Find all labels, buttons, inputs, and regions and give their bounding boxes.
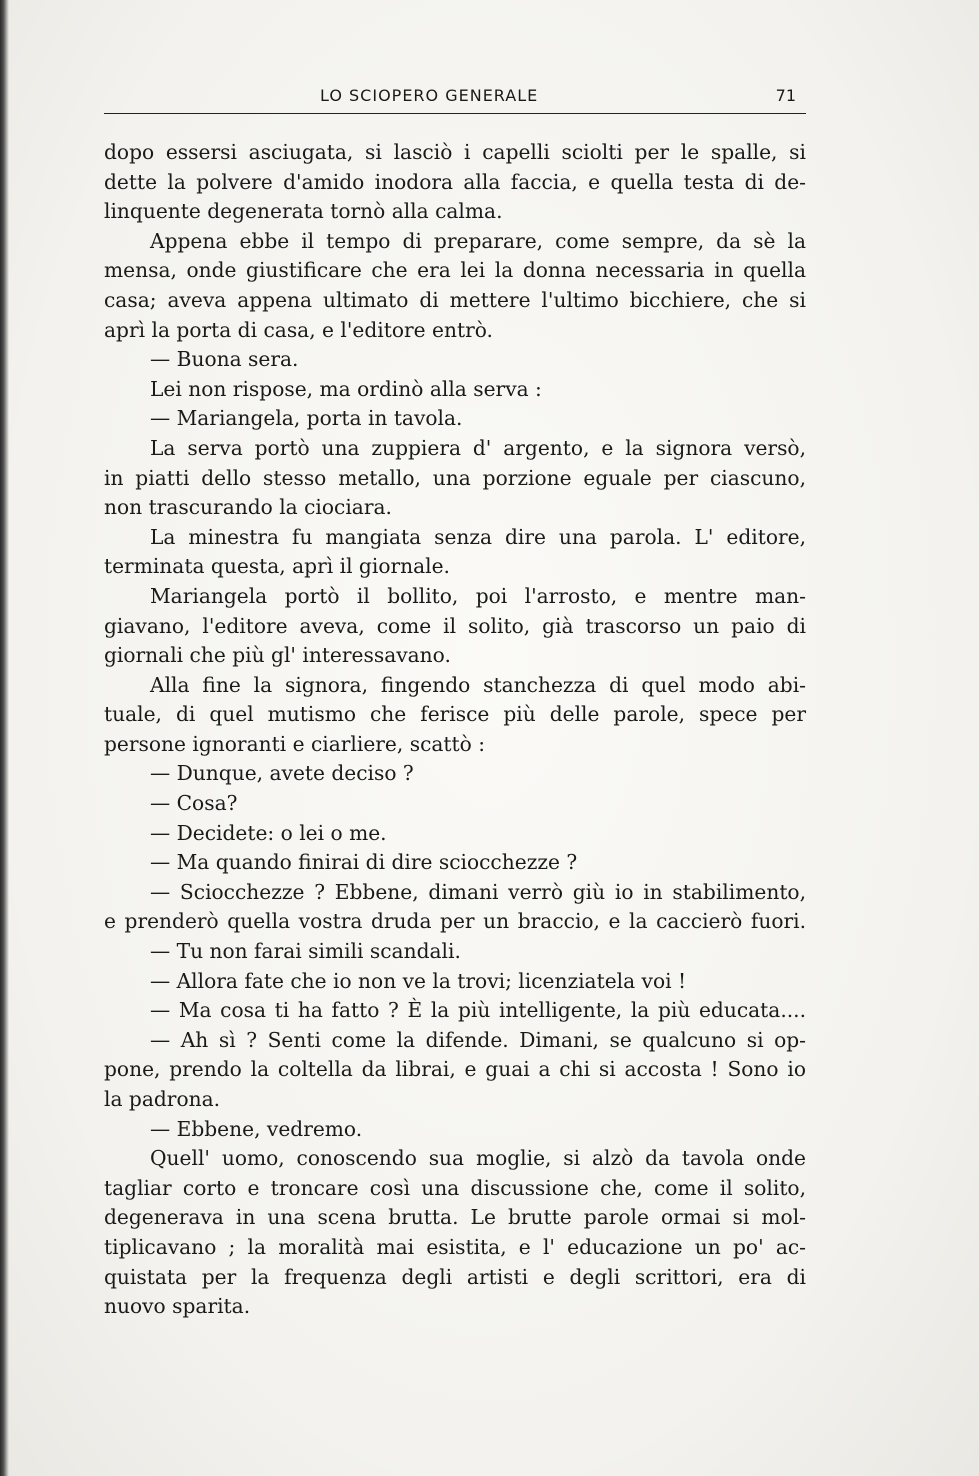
text-line: non trascurando la ciociara. [104,495,392,520]
text-line: — Tu non farai simili scandali. [150,939,461,964]
text-line: — Sciocchezze ? Ebbene, dimani verrò giù io in stabilimento, [150,879,806,904]
text-line: Lei non rispose, ma ordinò alla serva : [150,376,542,401]
page-header [104,86,804,114]
text-line: pone, prendo la coltella da librai, e guai a chi si accosta ! Sono io [104,1057,806,1082]
text-line: in piatti dello stesso metallo, una porzione eguale per ciascuno, [104,465,806,490]
book-spine-edge [0,0,9,1476]
text-line: mensa, onde giustificare che era lei la donna necessaria in quella [104,258,806,283]
text-line: degenerava in una scena brutta. Le brutte parole ormai si mol- [104,1205,806,1230]
text-line: — Cosa? [150,791,238,816]
text-line: Mariangela portò il bollito, poi l'arrosto, e mentre man- [150,583,806,608]
text-line: — Ma quando finirai di dire sciocchezze ? [150,850,578,875]
text-line: Alla fine la signora, fingendo stanchezza di quel modo abi- [150,672,806,697]
text-line: — Ah sì ? Senti come la difende. Dimani, se qualcuno si op- [150,1027,806,1052]
text-line: Quell' uomo, conoscendo sua moglie, si alzò da tavola onde [150,1146,806,1171]
text-line: — Buona sera. [150,347,299,372]
text-line: — Decidete: o lei o me. [150,820,387,845]
text-line: tuale, di quel mutismo che ferisce più delle parole, spece per [104,702,806,727]
text-line: — Ebbene, vedremo. [150,1116,363,1141]
text-line: dette la polvere d'amido inodora alla faccia, e quella testa di de- [104,169,806,194]
text-line: La minestra fu mangiata senza dire una parola. L' editore, [150,524,806,549]
text-line: giornali che più gl' interessavano. [104,643,451,668]
text-line: dopo essersi asciugata, si lasciò i capelli sciolti per le spalle, si [104,140,806,164]
text-line: persone ignoranti e ciarliere, scattò : [104,731,486,756]
text-line: linquente degenerata tornò alla calma. [104,199,503,224]
text-line: Appena ebbe il tempo di preparare, come sempre, da sè la [150,228,806,253]
text-line: — Allora fate che io non ve la trovi; licenziatela voi ! [150,968,687,993]
text-line: terminata questa, aprì il giornale. [104,554,450,579]
text-line: e prenderò quella vostra druda per un braccio, e la caccierò fuori. [104,909,806,934]
text-line: tagliar corto e troncare così una discussione che, come il solito, [104,1175,806,1200]
text-line: La serva portò una zuppiera d' argento, e la signora versò, [150,435,806,460]
text-line: aprì la porta di casa, e l'editore entrò. [104,317,493,342]
text-line: quistata per la frequenza degli artisti e degli scrittori, era di [104,1264,806,1289]
text-line: — Dunque, avete deciso ? [150,761,414,786]
text-line: — Ma cosa ti ha fatto ? È la più intelligente, la più educata.... [150,998,806,1023]
page-number: 71 [775,86,796,105]
text-line: casa; aveva appena ultimato di mettere l'ultimo bicchiere, che si [104,287,806,312]
body-text [104,138,806,1322]
running-title: LO SCIOPERO GENERALE [320,86,539,105]
text-line: la padrona. [104,1087,221,1111]
text-line: giavano, l'editore aveva, come il solito, già trascorso un paio di [104,613,806,638]
text-line: — Mariangela, porta in tavola. [150,406,463,431]
header-rule [104,113,806,114]
text-line: nuovo sparita. [104,1294,251,1319]
text-line: tiplicavano ; la moralità mai esistita, e l' educazione un po' ac- [104,1234,806,1259]
